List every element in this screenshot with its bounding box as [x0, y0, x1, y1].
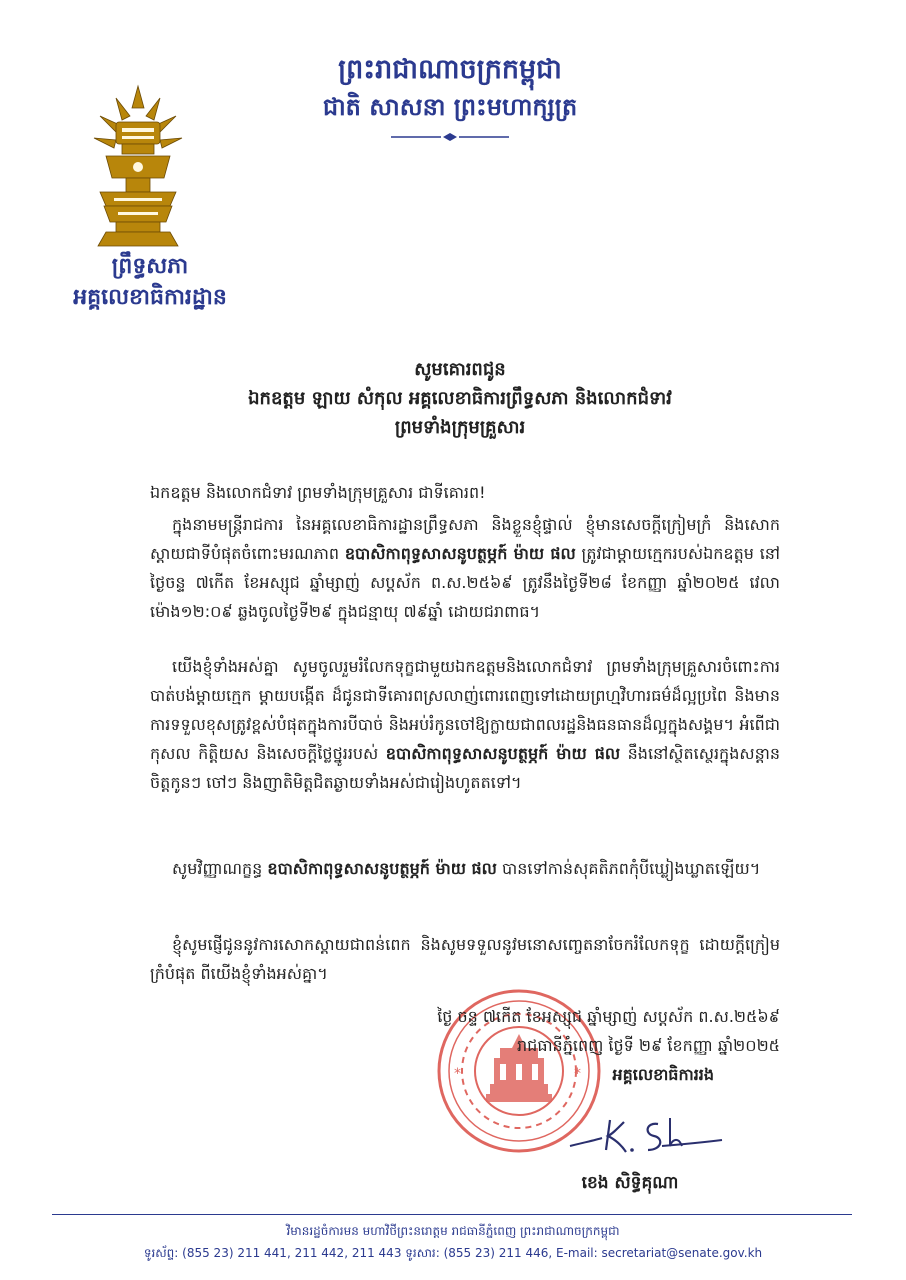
ornament-divider: [385, 132, 515, 142]
deceased-name: ឧបាសិកាពុទ្ធសាសនូបត្ថម្ភក៍ ម៉ាយ ផល: [267, 859, 497, 878]
paragraph-2-text-a: យើងខ្ញុំទាំងអស់គ្នា សូមចូលរួមរំលែកទុក្ខជាមួយឯកឧត្តមនិងលោកជំទាវ ព្រមទាំងក្រុមគ្រួសារចំពោះការបាត់បង់ម្តាយក្មេក ម្តាយបង្កើត ដ៏ជូនជាទីគោរពស្រលាញ់ពោរពេញទៅដោយព្រហ្មវិហារធម៌ដ៏ល្អប្រពៃ និងមានការទទួលខុសត្រូវខ្ពស់បំផុតក្នុងការបីបាច់ និងអប់រំកូនចៅឱ្យក្លាយជាពលរដ្ឋនិងធនធានដ៏ល្អក្នុងសង្គម។ អំពើជាកុសល កិត្តិយស និងសេចក្តីថ្លៃថ្នូររបស់: [150, 657, 780, 763]
paragraph-2-text-b: នឹងនៅស្ថិតស្ថេរក្នុងសន្តានចិត្តកូនៗ ចៅៗ និងញាតិមិត្តជិតឆ្ងាយទាំងអស់ជារៀងហូតតទៅ។: [150, 744, 780, 792]
closing-date-lunar: ថ្ងៃ ចន្ទ ៧កើត ខែអស្សុជ ឆ្នាំម្សាញ់ សប្តស័ក ព.ស.២៥៦៩: [437, 1007, 780, 1026]
signer-title: អគ្គលេខាធិការរង: [612, 1065, 714, 1084]
greeting-line: ឯកឧត្តម និងលោកជំទាវ ព្រមទាំងក្រុមគ្រួសារ ជាទីគោរព!: [150, 483, 486, 502]
svg-text:*: *: [574, 1066, 581, 1082]
deceased-name: ឧបាសិកាពុទ្ធសាសនូបត្ថម្ភក៍ ម៉ាយ ផល: [344, 544, 576, 563]
footer-divider: [52, 1214, 852, 1215]
national-motto: ជាតិ សាសនា ព្រះមហាក្សត្រ: [322, 93, 578, 121]
kingdom-header: [300, 52, 600, 146]
closing-date-solar: រាជធានីភ្នំពេញ ថ្ងៃទី ២៩ ខែកញ្ញា ឆ្នាំ២០២៥: [517, 1036, 780, 1055]
department-name: អគ្គលេខាធិការដ្ឋាន: [73, 285, 227, 310]
paragraph-3: [150, 854, 780, 883]
salutation-block: [160, 356, 760, 442]
organization-name: ព្រឹទ្ធសភា: [111, 254, 189, 279]
salutation-family: ព្រមទាំងក្រុមគ្រួសារ: [394, 417, 526, 438]
paragraph-3-text-b: បានទៅកាន់សុគតិភពកុំបីឃ្លៀងឃ្លាតឡើយ។: [496, 859, 761, 878]
handwritten-signature-icon: [566, 1112, 726, 1158]
signature-block: [340, 1002, 780, 1089]
kingdom-name: ព្រះរាជាណាចក្រកម្ពុជា: [338, 54, 562, 85]
paragraph-1-text-a: ក្នុងនាមមន្ត្រីរាជការ នៃអគ្គលេខាធិការដ្ឋានព្រឹទ្ធសភា និងខ្លួនខ្ញុំផ្ទាល់ ខ្ញុំមានសេចក្តីក្រៀមក្រំ និងសោកស្តាយជាទីបំផុតចំពោះមរណភាព: [150, 515, 780, 563]
svg-text:*: *: [454, 1066, 461, 1082]
paragraph-2: [150, 652, 780, 797]
deceased-name: ឧបាសិកាពុទ្ធសាសនូបត្ថម្ភក៍ ម៉ាយ ផល: [385, 744, 621, 763]
salutation-line-1: សូមគោរពជូន: [414, 359, 506, 380]
salutation-recipient: ឯកឧត្តម ឡាយ សំកុល អគ្គលេខាធិការព្រឹទ្ធសភា និងលោកជំទាវ: [248, 388, 672, 409]
paragraph-1-text-b: ត្រូវជាម្តាយក្មេករបស់ឯកឧត្តម នៅថ្ងៃចន្ទ ៧កើត ខែអស្សុជ ឆ្នាំម្សាញ់ សប្តស័ក ព.ស.២៥៦៩ ត្រូវនឹងថ្ងៃទី២៨ ខែកញ្ញា ឆ្នាំ២០២៥ វេលាម៉ោង១២:០៩ ឆ្លងចូលថ្ងៃទី២៩ ក្នុងជន្មាយុ ៧៩ឆ្នាំ ដោយជរាពាធ។: [150, 544, 780, 621]
paragraph-1: [150, 510, 780, 626]
footer: [40, 1220, 866, 1264]
footer-address: វិមានរដ្ឋចំការមន មហាវិថីព្រះនរោត្តម រាជធានីភ្នំពេញ ព្រះរាជាណាចក្រកម្ពុជា: [286, 1224, 620, 1238]
senate-emblem-icon: [86, 82, 190, 250]
footer-contact: ទូរស័ព្ទ: (855 23) 211 441, 211 442, 211 443 ទូរសារ: (855 23) 211 446, E-mail: secretariat@senate.gov.kh: [143, 1246, 763, 1260]
organization-block: [60, 252, 240, 314]
paragraph-3-text-a: សូមវិញ្ញាណក្ខន្ធ: [172, 859, 268, 878]
paragraph-4: ខ្ញុំសូមផ្ញើជូននូវការសោកស្តាយជាពន់ពេក និងសូមទទួលនូវមនោសញ្ចេតនាចែករំលែកទុក្ខ ដោយក្តីក្រៀមក្រំបំផុត ពីយើងខ្ញុំទាំងអស់គ្នា។: [150, 935, 780, 983]
signer-name: ខេង សិទ្ធិគុណា: [581, 1173, 679, 1193]
